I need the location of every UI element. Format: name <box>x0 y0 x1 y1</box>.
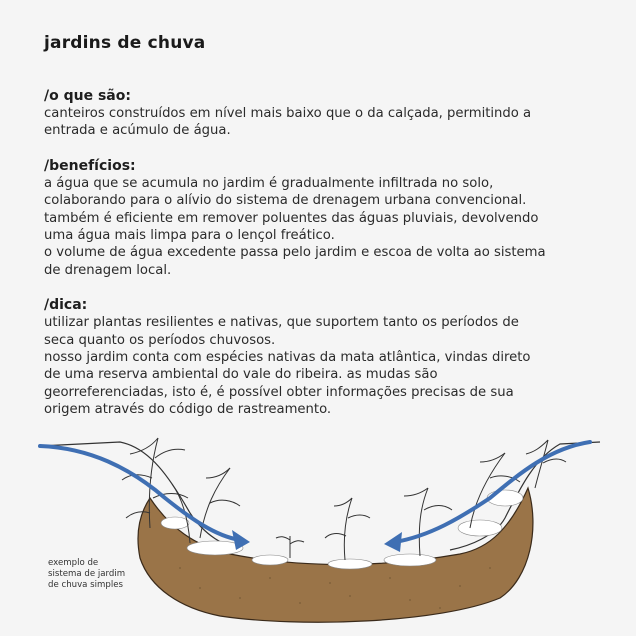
section-line: origem através do código de rastreamento. <box>44 402 332 418</box>
section-line: a água que se acumula no jardim é gradualmente infiltrada no solo, <box>44 175 494 191</box>
section-what-are <box>44 88 604 140</box>
arrowhead-right <box>384 532 402 552</box>
diagram-caption <box>48 558 125 591</box>
section-line: seca quanto os períodos chuvosos. <box>44 332 276 348</box>
caption-line: exemplo de <box>48 558 99 568</box>
section-line: nosso jardim conta com espécies nativas da mata atlântica, vindas direto <box>44 350 531 366</box>
section-line: entrada e acúmulo de água. <box>44 123 231 139</box>
section-line: canteiros construídos em nível mais baixo que o da calçada, permitindo a <box>44 106 532 121</box>
text-content <box>44 88 604 437</box>
caption-line: sistema de jardim <box>48 569 126 579</box>
section-line: de drenagem local. <box>44 262 172 278</box>
section-line: de uma reserva ambiental do vale do ribeira. as mudas são <box>44 367 438 383</box>
section-line: uma água mais limpa para o lençol freático. <box>44 228 335 244</box>
section-heading: /o que são: <box>44 88 131 104</box>
section-line: também é eficiente em remover poluentes das águas pluviais, devolvendo <box>44 210 539 226</box>
section-benefits <box>44 158 604 279</box>
arrowheads <box>232 530 402 552</box>
section-line: o volume de água excedente passa pelo jardim e escoa de volta ao sistema <box>44 245 546 261</box>
caption-line: de chuva simples <box>48 580 124 590</box>
section-heading: /dica: <box>44 297 88 314</box>
page-title: jardins de chuva <box>44 33 206 53</box>
section-line: georreferenciadas, isto é, é possível obter informações precisas de sua <box>44 384 514 400</box>
section-heading: /benefícios: <box>44 157 136 174</box>
section-line: utilizar plantas resilientes e nativas, que suportem tanto os períodos de <box>44 315 519 331</box>
section-line: colaborando para o alívio do sistema de drenagem urbana convencional. <box>44 193 527 209</box>
rain-garden-illustration <box>0 418 636 636</box>
section-tip <box>44 297 604 418</box>
